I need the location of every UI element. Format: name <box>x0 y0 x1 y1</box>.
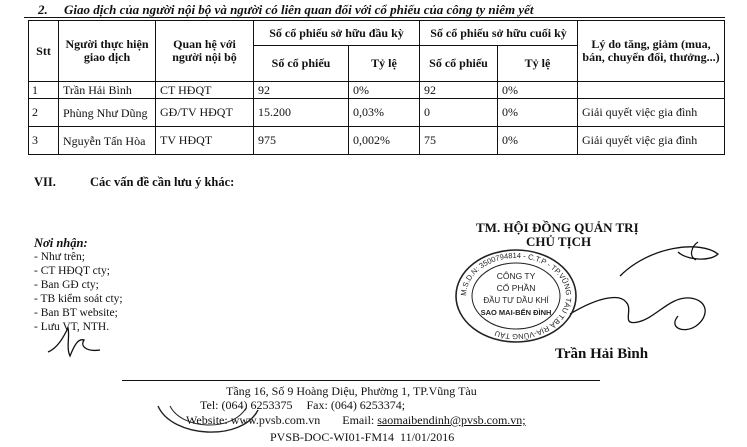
cell-name: Trần Hải Bình <box>59 82 156 99</box>
list-item: - CT HĐQT cty; <box>34 265 110 277</box>
cell-relation: CT HĐQT <box>156 82 254 99</box>
footer-doc-date: 11/01/2016 <box>400 430 455 444</box>
header-reason: Lý do tăng, giảm (mua, bán, chuyển đổi, thưởng...) <box>578 21 725 82</box>
footer-address: Tầng 16, Số 9 Hoàng Diệu, Phường 1, TP.Vũng Tàu <box>226 384 477 398</box>
header-stt: Stt <box>29 21 59 82</box>
initials-signature <box>44 322 104 362</box>
footer-doc-code: PVSB-DOC-WI01-FM14 <box>270 430 395 444</box>
list-item: - Như trên; <box>34 251 85 263</box>
section-2-number: 2. <box>38 2 48 17</box>
header-end-period: Số cổ phiếu sở hữu cuối kỳ <box>420 21 578 46</box>
list-item: - Ban GĐ cty; <box>34 279 99 291</box>
cell-name: Nguyễn Tấn Hòa <box>59 127 156 155</box>
footer-tel: Tel: (064) 6253375 <box>200 398 293 412</box>
cell-end-ratio: 0% <box>498 82 578 99</box>
header-end-ratio: Tỷ lệ <box>498 46 578 82</box>
title-underline <box>24 17 725 18</box>
cell-relation: TV HĐQT <box>156 127 254 155</box>
table-row <box>29 99 725 127</box>
cell-start-shares: 15.200 <box>254 99 349 127</box>
header-start-ratio: Tỷ lệ <box>349 46 420 82</box>
section-7-label: VII. <box>34 175 56 189</box>
header-person: Người thực hiện giao dịch <box>59 21 156 82</box>
chair-title: CHỦ TỊCH <box>526 234 592 249</box>
header-relation: Quan hệ với người nội bộ <box>156 21 254 82</box>
seal-line-1: CÔNG TY <box>496 271 536 281</box>
footer-website[interactable]: Website: www.pvsb.com.vn <box>186 413 321 427</box>
seal-ring-text: M.S.D.N: 3500794814 - C.T.P - TP.VŨNG TÀU T.BÀ RỊA-VŨNG TÀU <box>458 250 574 342</box>
cell-end-shares: 75 <box>420 127 498 155</box>
cell-end-ratio: 0% <box>498 127 578 155</box>
footer-email-link[interactable]: saomaibendinh@pvsb.com.vn; <box>377 413 526 427</box>
cell-stt: 2 <box>29 99 59 127</box>
cell-stt: 1 <box>29 82 59 99</box>
cell-end-shares: 0 <box>420 99 498 127</box>
header-start-period: Số cổ phiếu sở hữu đầu kỳ <box>254 21 420 46</box>
cell-end-shares: 92 <box>420 82 498 99</box>
footer-doc-code-line <box>270 430 454 445</box>
cell-start-ratio: 0,002% <box>349 127 420 155</box>
footer-divider <box>122 380 600 381</box>
cell-start-ratio: 0% <box>349 82 420 99</box>
header-end-shares: Số cổ phiếu <box>420 46 498 82</box>
cell-start-shares: 975 <box>254 127 349 155</box>
cell-relation: GĐ/TV HĐQT <box>156 99 254 127</box>
section-2-title <box>38 2 533 18</box>
seal-line-2: CỔ PHẦN <box>496 283 536 293</box>
insider-transactions-table <box>28 20 725 155</box>
list-item: - Lưu VT, NTH. <box>34 321 110 333</box>
cell-start-ratio: 0,03% <box>349 99 420 127</box>
list-item: - Ban BT website; <box>34 307 118 319</box>
cell-end-ratio: 0% <box>498 99 578 127</box>
section-2-text: Giao dịch của người nội bộ và người có liên quan đối với cổ phiếu của công ty niêm yết <box>64 2 534 17</box>
list-item: - TB kiểm soát cty; <box>34 293 123 305</box>
chair-signature <box>560 236 730 346</box>
footer-fax: Fax: (064) 6253374; <box>306 398 406 412</box>
company-seal <box>452 246 580 346</box>
cell-reason: Giải quyết việc gia đình <box>578 127 725 155</box>
cell-stt: 3 <box>29 127 59 155</box>
table-row <box>29 127 725 155</box>
seal-line-3: ĐẦU TƯ DẦU KHÍ <box>483 296 549 305</box>
section-7-heading <box>34 175 234 190</box>
signer-name: Trần Hải Bình <box>555 346 649 362</box>
seal-line-4: SAO MAI-BẾN ĐÌNH <box>480 308 552 317</box>
cell-name: Phùng Như Dũng <box>59 99 156 127</box>
footer-email-label: Email: <box>342 413 375 427</box>
cell-reason <box>578 82 725 99</box>
header-start-shares: Số cổ phiếu <box>254 46 349 82</box>
section-7-title: Các vấn đề cần lưu ý khác: <box>90 175 235 189</box>
partial-seal-bottom <box>152 404 262 444</box>
table-row <box>29 82 725 99</box>
recipients-title: Nơi nhận: <box>34 236 88 250</box>
cell-start-shares: 92 <box>254 82 349 99</box>
board-title: TM. HỘI ĐỒNG QUẢN TRỊ <box>476 220 639 235</box>
cell-reason: Giải quyết việc gia đình <box>578 99 725 127</box>
